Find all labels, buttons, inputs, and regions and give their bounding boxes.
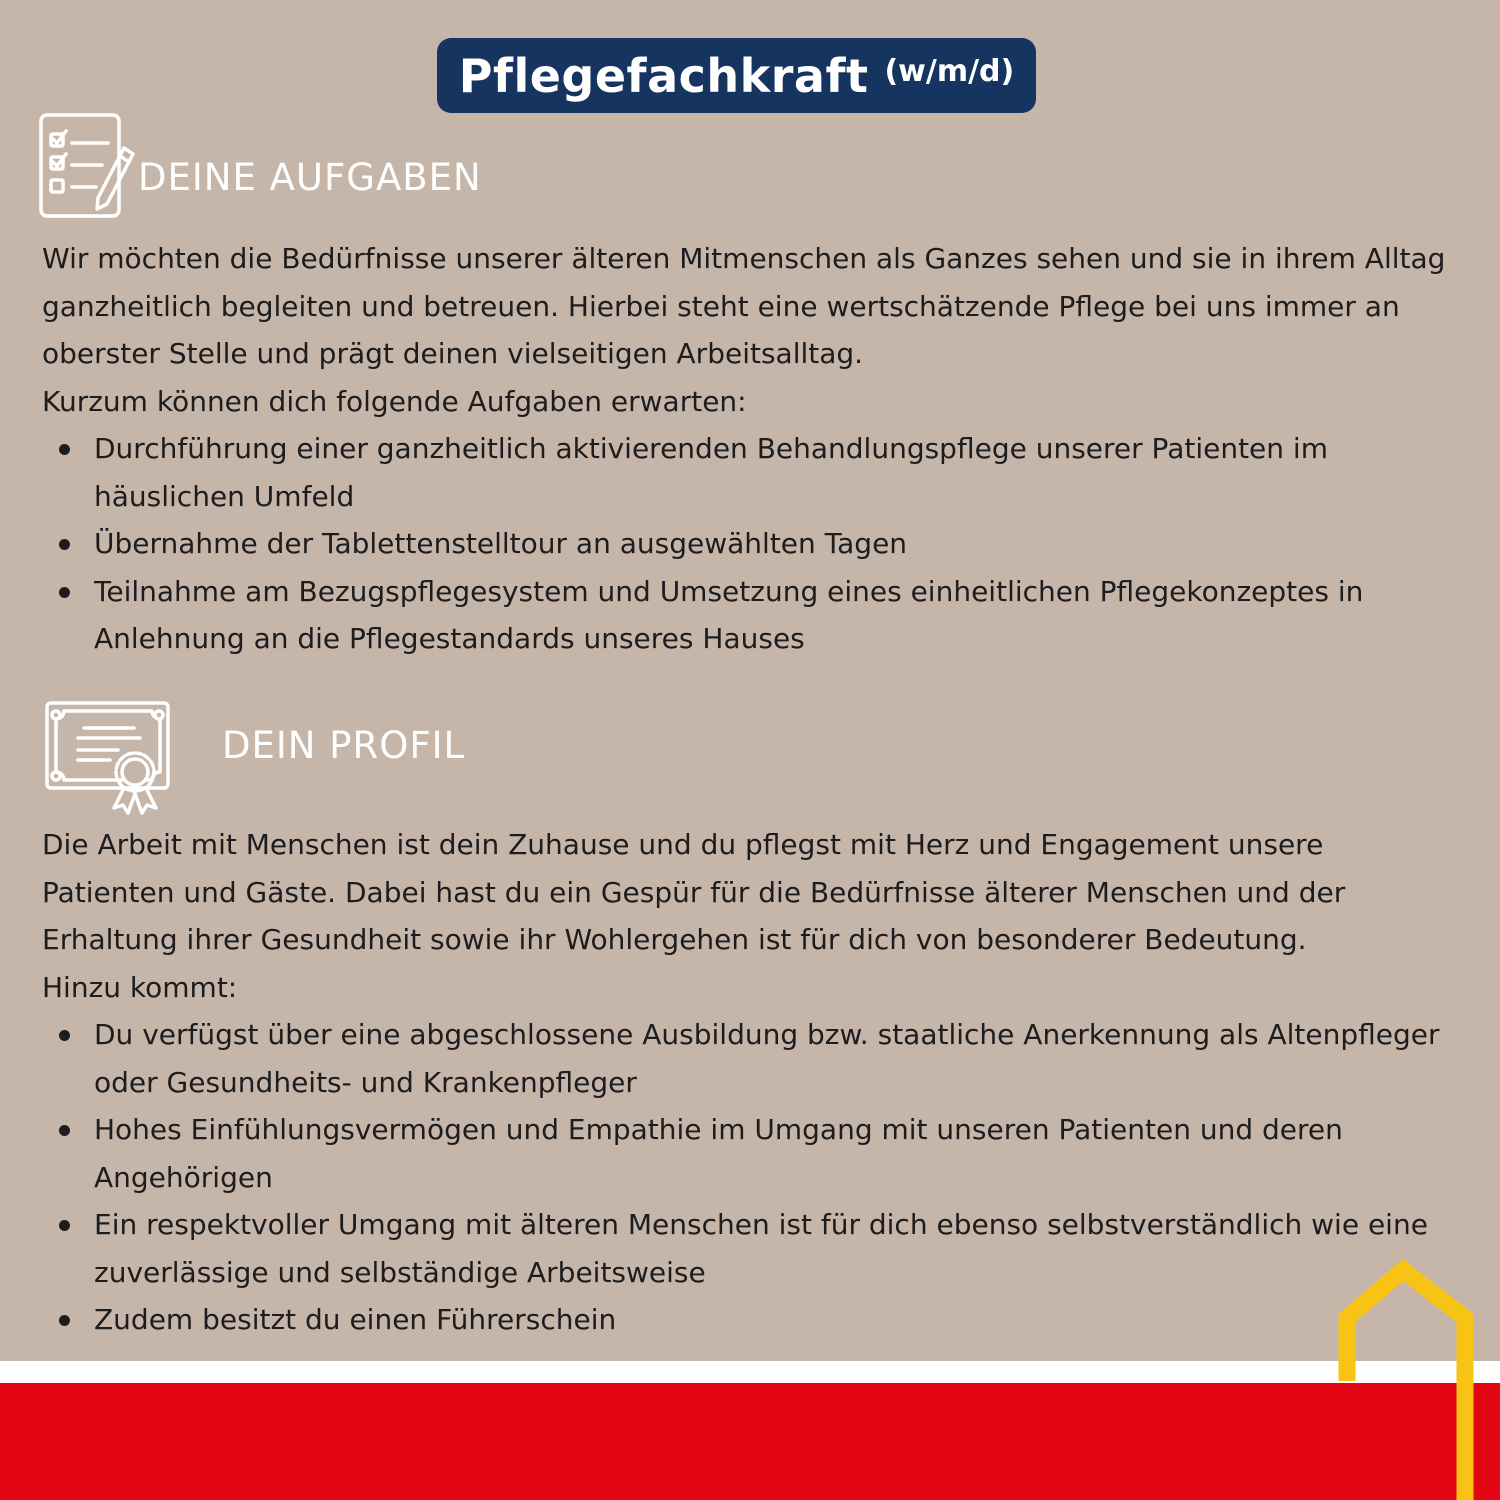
tasks-heading: DEINE AUFGABEN xyxy=(138,156,482,199)
list-item: Übernahme der Tablettenstelltour an ausgewählten Tagen xyxy=(42,520,1462,568)
list-item: Du verfügst über eine abgeschlossene Ausbildung bzw. staatliche Anerkennung als Altenpfleger oder Gesundheits- und Krankenpfleger xyxy=(42,1011,1462,1106)
profile-intro-lead: Hinzu kommt: xyxy=(42,970,238,1004)
job-title: Pflegefachkraft xyxy=(458,48,869,103)
list-item: Zudem besitzt du einen Führerschein xyxy=(42,1296,1462,1344)
tasks-intro-paragraph: Wir möchten die Bedürfnisse unserer älteren Mitmenschen als Ganzes sehen und sie in ihrem Alltag ganzheitlich begleiten und betreuen. Hierbei steht eine wertschätzende Pflege bei uns immer an oberster Stelle und prägt deinen vielseitigen Arbeitsalltag. xyxy=(42,242,1446,370)
tasks-intro-lead: Kurzum können dich folgende Aufgaben erwarten: xyxy=(42,384,747,418)
profile-heading: DEIN PROFIL xyxy=(222,724,466,767)
list-item: Hohes Einfühlungsvermögen und Empathie im Umgang mit unseren Patienten und deren Angehörigen xyxy=(42,1106,1462,1201)
profile-intro-paragraph: Die Arbeit mit Menschen ist dein Zuhause und du pflegst mit Herz und Engagement unsere Patienten und Gäste. Dabei hast du ein Gespür für die Bedürfnisse älterer Menschen und der Erhaltung ihrer Gesundheit sowie ihr Wohlergehen ist für dich von besonderer Bedeutung. xyxy=(42,828,1346,956)
list-item: Ein respektvoller Umgang mit älteren Menschen ist für dich ebenso selbstverständlich wie eine zuverlässige und selbständige Arbeitsweise xyxy=(42,1201,1462,1296)
job-title-gender-suffix: (w/m/d) xyxy=(884,54,1015,89)
list-item: Teilnahme am Bezugspflegesystem und Umsetzung eines einheitlichen Pflegekonzeptes in Anlehnung an die Pflegestandards unseres Hauses xyxy=(42,568,1462,663)
list-item: Durchführung einer ganzheitlich aktivierenden Behandlungspflege unserer Patienten im häuslichen Umfeld xyxy=(42,425,1462,520)
